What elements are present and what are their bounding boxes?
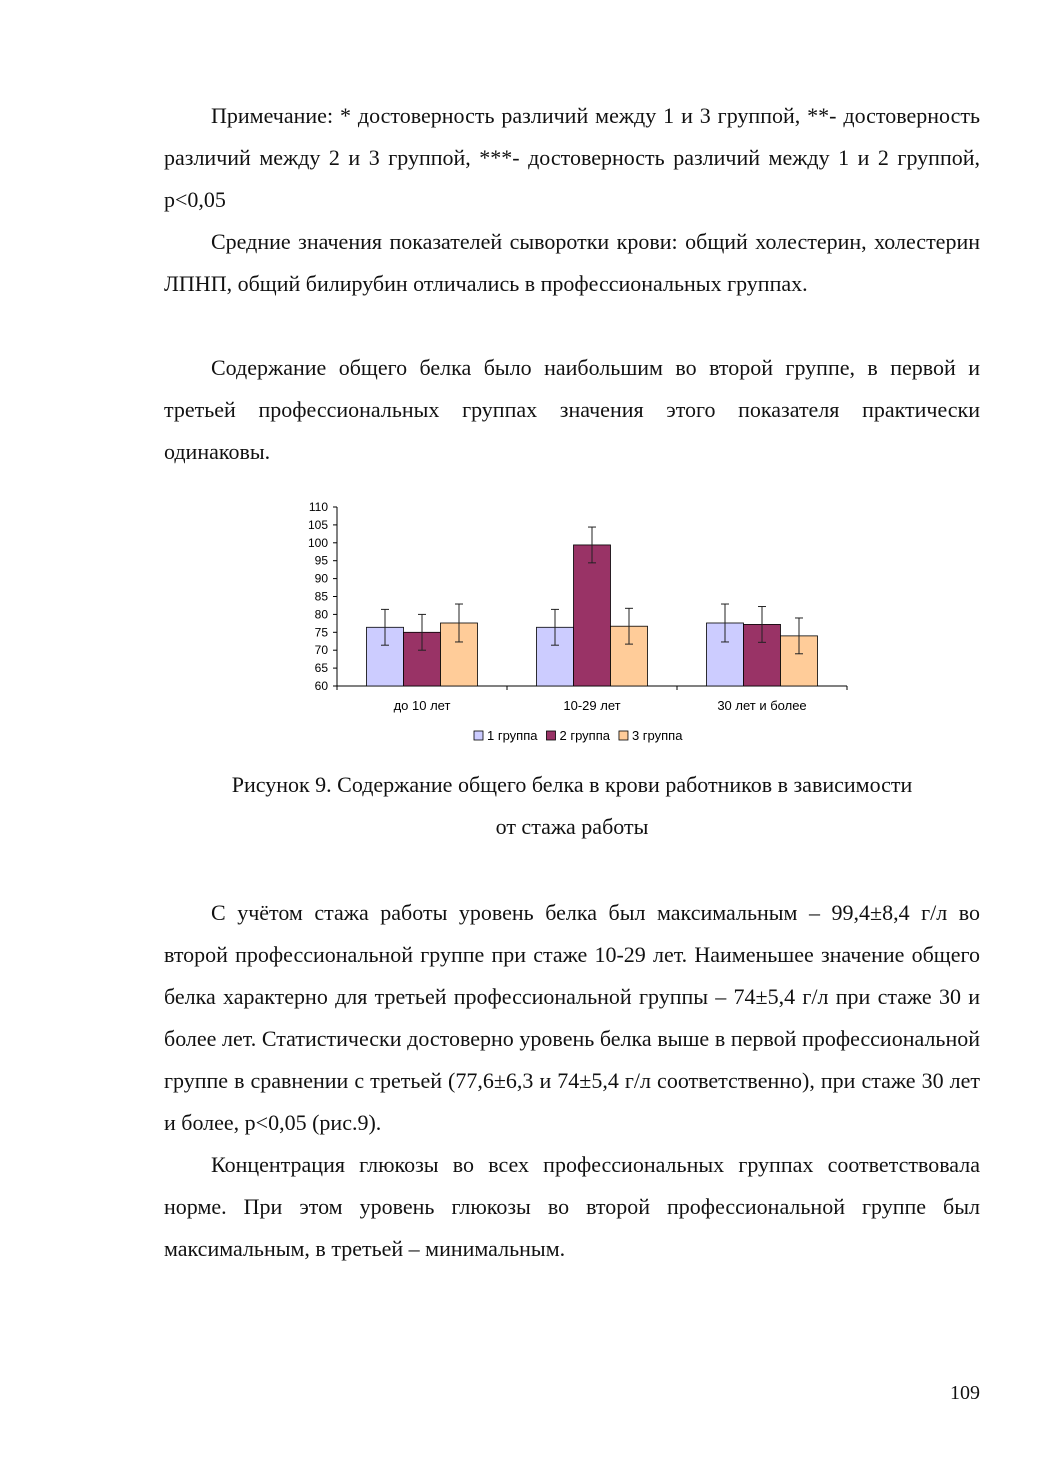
y-tick-label: 85 [314,589,328,604]
y-tick-label: 100 [307,535,328,550]
bar [574,545,611,686]
x-category-label: до 10 лет [393,698,451,713]
y-tick-label: 105 [307,517,328,532]
figure-caption: Рисунок 9. Содержание общего белка в крови работников в зависимости от стажа работы [231,772,913,839]
y-tick-label: 70 [314,643,328,658]
y-tick-label: 90 [314,571,328,586]
chart-bars [367,527,818,686]
body-paragraph-2: Содержание общего белка было наибольшим во второй группе, в первой и третьей профессиональных группах значения этого показателя практически одинаковы. [164,355,980,464]
legend-label: 1 группа [487,728,538,743]
legend-swatch [546,731,555,740]
body-paragraph-1: Средние значения показателей сыворотки крови: общий холестерин, холестерин ЛПНП, общий билирубин отличались в профессиональных группах. [164,229,980,296]
x-category-label: 30 лет и более [717,698,807,713]
page-number: 109 [950,1382,980,1404]
x-category-label: 10-29 лет [563,698,621,713]
y-tick-label: 60 [314,679,328,693]
chart-legend [474,728,683,743]
legend-swatch [619,731,628,740]
body-paragraph-4: Концентрация глюкозы во всех профессиональных группах соответствовала норме. При этом уровень глюкозы во второй профессиональной группе был максимальным, в третьей – минимальным. [164,1152,980,1261]
legend-label: 3 группа [631,728,683,743]
protein-bar-chart [0,495,1039,765]
y-tick-label: 80 [314,607,328,622]
y-tick-label: 95 [314,553,328,568]
legend-swatch [474,731,483,740]
y-tick-label: 110 [308,500,328,514]
y-tick-label: 75 [314,625,328,640]
note-paragraph: Примечание: * достоверность различий между 1 и 3 группой, **- достоверность различий между 2 и 3 группой, ***- достоверность различий между 1 и 2 группой, р<0,05 [164,103,980,212]
legend-label: 2 группа [559,728,610,743]
y-tick-label: 65 [314,661,328,676]
body-paragraph-3: С учётом стажа работы уровень белка был максимальным – 99,4±8,4 г/л во второй профессиональной группе при стаже 10-29 лет. Наименьшее значение общего белка характерно для третьей профессиональной группы – 74±5,4 г/л при стаже 30 и более лет. Статистически достоверно уровень белка выше в первой профессиональной группе в сравнении с третьей (77,6±6,3 и 74±5,4 г/л соответственно), при стаже 30 лет и более, р<0,05 (рис.9). [164,900,980,1135]
